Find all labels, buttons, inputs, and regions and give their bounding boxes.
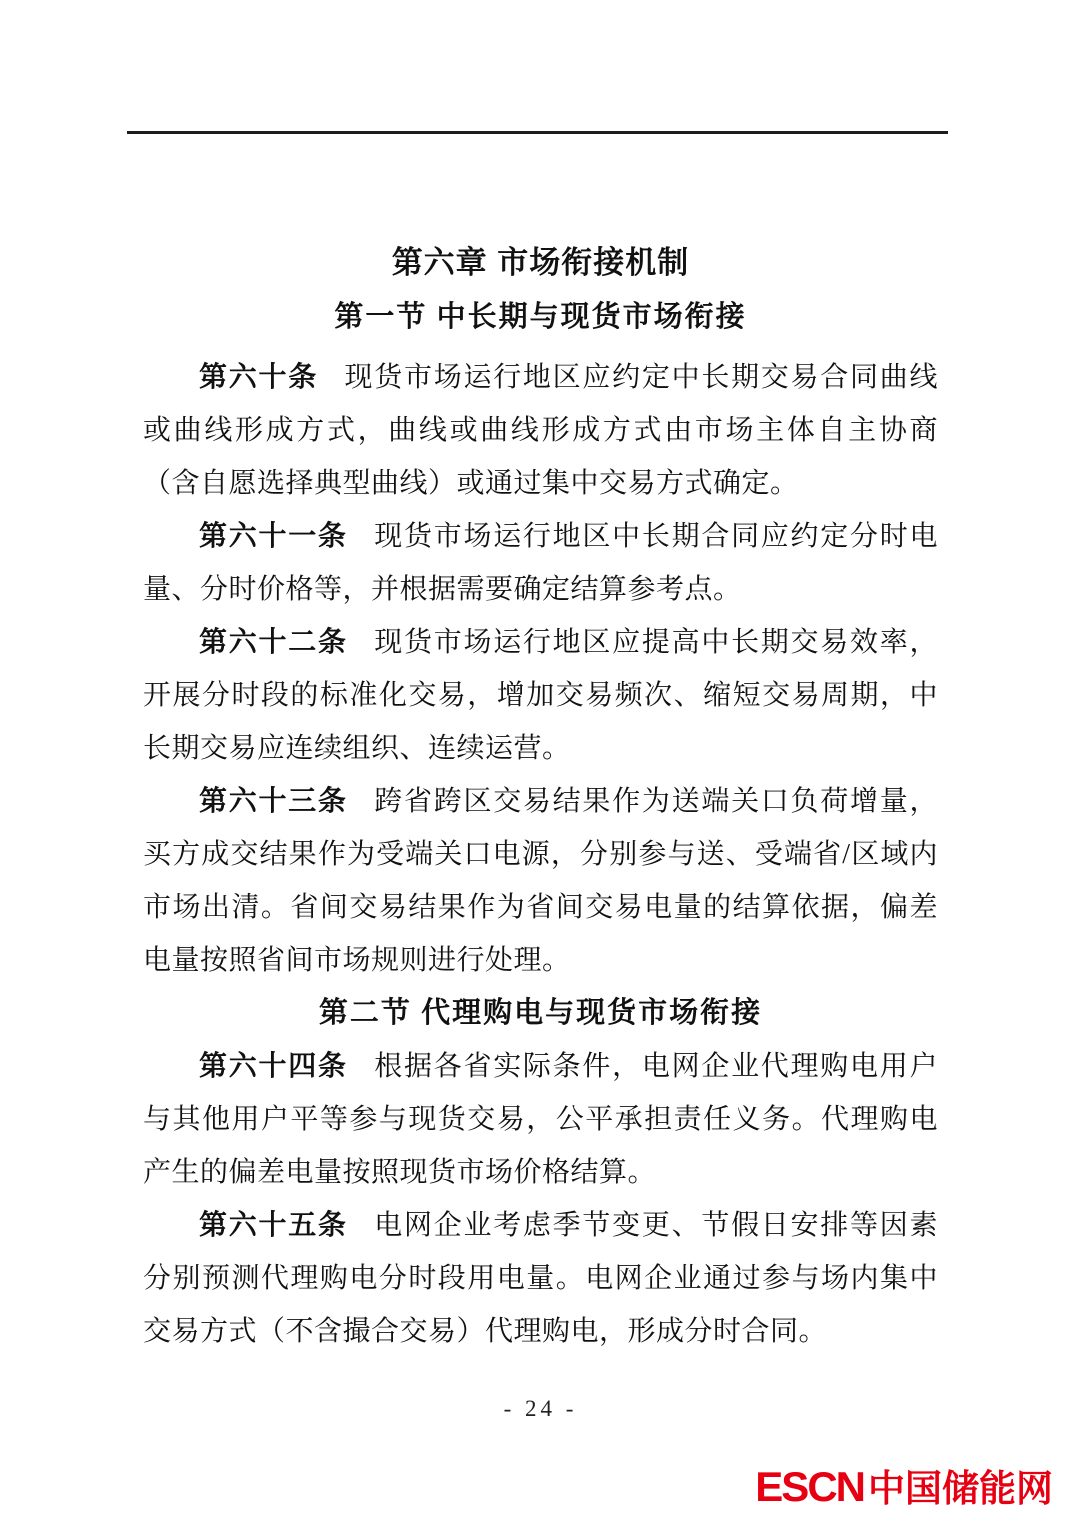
article-61 (143, 510, 938, 616)
article-61-text: 现货市场运行地区中长期合同应约定分时电量、分时价格等，并根据需要确定结算参考点。 (143, 521, 938, 605)
section-1-title: 第一节 中长期与现货市场衔接 (334, 301, 747, 333)
escn-logo-latin: ESCN (755, 1463, 864, 1510)
article-65-text: 电网企业考虑季节变更、节假日安排等因素分别预测代理购电分时段用电量。电网企业通过参与场内集中交易方式（不含撮合交易）代理购电，形成分时合同。 (143, 1210, 938, 1347)
escn-logo (755, 1463, 1053, 1510)
article-62-label: 第六十二条 (199, 627, 348, 658)
article-63 (143, 775, 938, 987)
article-62 (143, 616, 938, 775)
escn-logo-chinese: 中国储能网 (868, 1468, 1053, 1509)
body-text (143, 351, 938, 1358)
article-64 (143, 1040, 938, 1199)
article-60-label: 第六十条 (199, 362, 318, 393)
article-63-text: 跨省跨区交易结果作为送端关口负荷增量，买方成交结果作为受端关口电源，分别参与送、受端省/区域内市场出清。省间交易结果作为省间交易电量的结算依据，偏差电量按照省间市场规则进行处理。 (143, 786, 938, 976)
article-63-label: 第六十三条 (199, 786, 348, 817)
article-60 (143, 351, 938, 510)
article-65 (143, 1199, 938, 1358)
article-62-text: 现货市场运行地区应提高中长期交易效率，开展分时段的标准化交易，增加交易频次、缩短交易周期，中长期交易应连续组织、连续运营。 (143, 627, 938, 764)
page-number: - 24 - (503, 1396, 578, 1421)
page-content (143, 243, 938, 1424)
article-65-label: 第六十五条 (199, 1210, 348, 1241)
article-64-label: 第六十四条 (199, 1051, 348, 1082)
section-2-title: 第二节 代理购电与现货市场衔接 (318, 997, 763, 1029)
chapter-title: 第六章 市场衔接机制 (391, 245, 690, 280)
article-61-label: 第六十一条 (199, 521, 348, 552)
article-60-text: 现货市场运行地区应约定中长期交易合同曲线或曲线形成方式，曲线或曲线形成方式由市场主体自主协商（含自愿选择典型曲线）或通过集中交易方式确定。 (143, 362, 938, 499)
article-64-text: 根据各省实际条件，电网企业代理购电用户与其他用户平等参与现货交易，公平承担责任义务。代理购电产生的偏差电量按照现货市场价格结算。 (143, 1051, 938, 1188)
header-rule (127, 131, 948, 134)
